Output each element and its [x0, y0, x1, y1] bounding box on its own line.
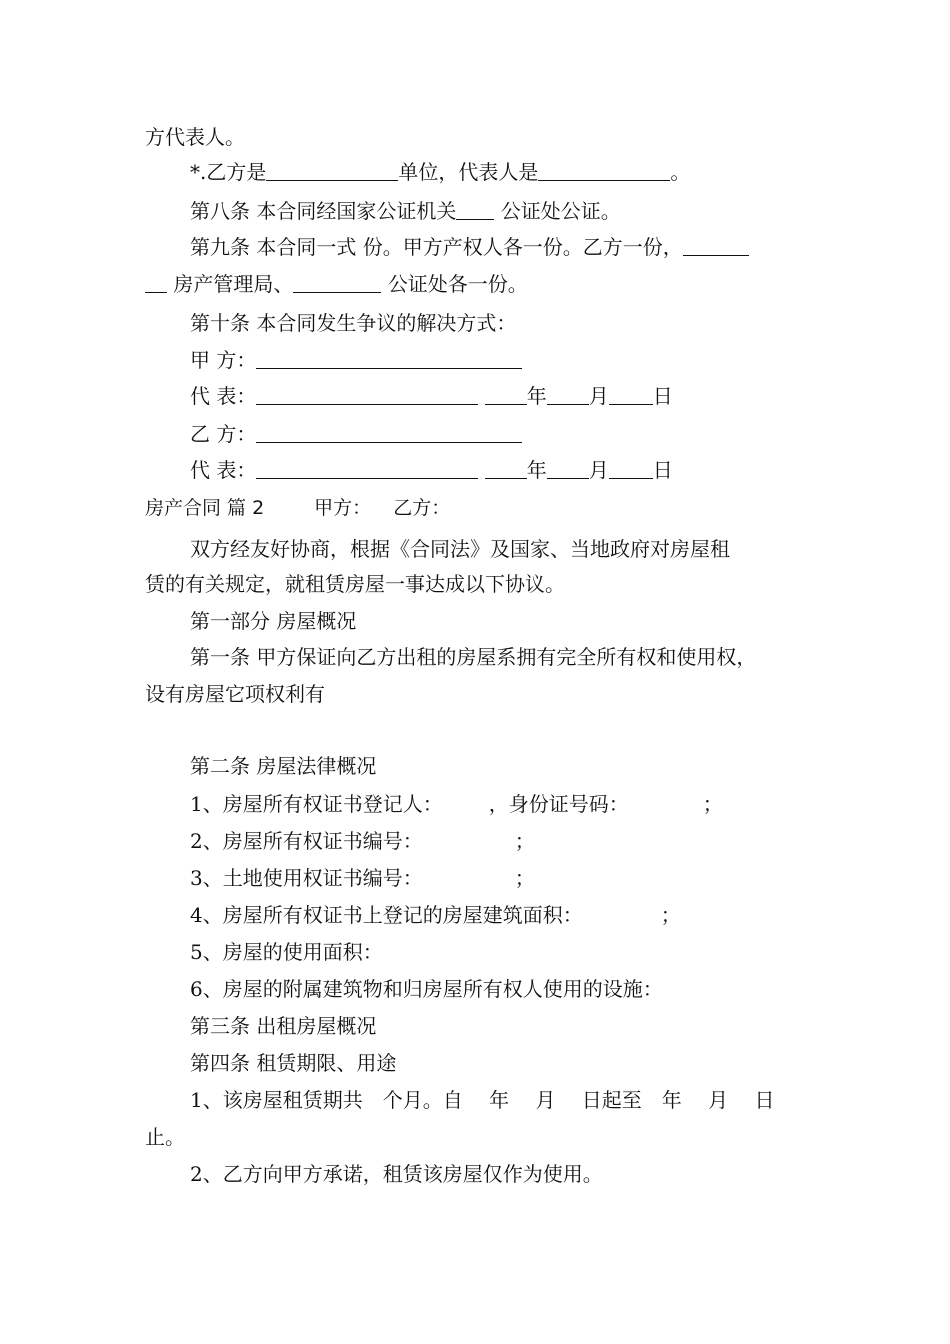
text: 甲 方： — [190, 348, 257, 372]
text-line — [190, 158, 855, 186]
text: 6、房屋的附属建筑物和归房屋所有权人使用的设施： — [190, 977, 663, 1001]
text: 4、房屋所有权证书上登记的房屋建筑面积： — [190, 903, 583, 927]
blank-line — [683, 233, 749, 256]
text-line — [190, 309, 855, 337]
text: ； — [702, 792, 723, 816]
blank-line — [293, 270, 381, 293]
text: 第二条 房屋法律概况 — [190, 754, 377, 778]
text-line — [190, 864, 855, 892]
text: 单位，代表人是 — [398, 160, 539, 184]
text-line — [145, 123, 810, 151]
text-line — [190, 535, 855, 563]
text: 公证处公证。 — [494, 199, 621, 223]
text: 第八条 本合同经国家公证机关 — [190, 199, 457, 223]
blank-line — [538, 158, 670, 181]
blank-line — [266, 158, 398, 181]
text: 日 — [652, 384, 673, 408]
text: 第三条 出租房屋概况 — [190, 1014, 377, 1038]
text-line — [190, 233, 855, 261]
blank-line — [609, 382, 653, 405]
blank-line — [547, 456, 589, 479]
text-line — [190, 1086, 855, 1114]
text-line — [190, 1049, 855, 1077]
text: 2、乙方向甲方承诺，租赁该房屋仅作为使用。 — [190, 1162, 603, 1186]
text-line — [190, 607, 855, 635]
text: 第一条 甲方保证向乙方出租的房屋系拥有完全所有权和使用权， — [190, 645, 757, 669]
text: 设有房屋它项权利有 — [145, 682, 325, 706]
signature-blank — [256, 346, 522, 369]
text: 第十条 本合同发生争议的解决方式： — [190, 311, 517, 335]
text: 1、该房屋租赁期共 个月。自 年 月 日起至 年 月 日 — [190, 1088, 775, 1112]
text-line — [190, 790, 855, 818]
text: 日 — [652, 458, 673, 482]
text: 赁的有关规定，就租赁房屋一事达成以下协议。 — [145, 572, 565, 596]
text: 1、房屋所有权证书登记人： — [190, 792, 443, 816]
text: ； — [514, 866, 535, 890]
text-line — [190, 938, 855, 966]
signature-blank — [256, 382, 478, 405]
text: 年 — [526, 384, 547, 408]
text: 房产合同 篇 2 — [145, 497, 265, 519]
text: 2、房屋所有权证书编号： — [190, 829, 423, 853]
text-line — [145, 1123, 810, 1151]
text: ； — [660, 903, 681, 927]
text: 。 — [670, 160, 691, 184]
text: 乙方： — [393, 497, 451, 519]
text-line — [190, 827, 855, 855]
text-line — [145, 270, 810, 298]
text: ，身份证号码： — [488, 792, 629, 816]
text-line — [145, 680, 810, 708]
text: 双方经友好协商，根据《合同法》及国家、当地政府对房屋租 — [190, 537, 730, 561]
text-line — [190, 901, 855, 929]
text-line — [190, 643, 855, 671]
text: 甲方： — [314, 497, 372, 519]
text: 第一部分 房屋概况 — [190, 609, 357, 633]
text: ； — [514, 829, 535, 853]
signature-blank — [256, 456, 478, 479]
text-line — [190, 1160, 855, 1188]
blank-line — [145, 270, 167, 293]
text-line — [190, 382, 855, 410]
blank-line — [456, 197, 494, 220]
text: 第四条 租赁期限、用途 — [190, 1051, 397, 1075]
text: 方代表人。 — [145, 125, 245, 149]
blank-line — [609, 456, 653, 479]
blank-line — [485, 456, 527, 479]
text-line — [190, 752, 855, 780]
text-line — [190, 197, 855, 225]
text: 月 — [588, 458, 609, 482]
text: 月 — [588, 384, 609, 408]
text-line — [145, 570, 810, 598]
text-line — [190, 420, 855, 448]
text-line — [190, 975, 855, 1003]
signature-blank — [256, 420, 522, 443]
text: 止。 — [145, 1125, 185, 1149]
text-line — [190, 1012, 855, 1040]
text: 5、房屋的使用面积： — [190, 940, 383, 964]
text-line — [190, 456, 855, 484]
blank-line — [547, 382, 589, 405]
text: 乙 方： — [190, 422, 257, 446]
text: 3、土地使用权证书编号： — [190, 866, 423, 890]
text: 房产管理局、 — [167, 272, 294, 296]
text: 代 表： — [190, 458, 257, 482]
blank-line — [485, 382, 527, 405]
text: 公证处各一份。 — [381, 272, 528, 296]
text: 年 — [526, 458, 547, 482]
text: 代 表： — [190, 384, 257, 408]
text: *.乙方是 — [190, 160, 267, 184]
text-line — [190, 346, 855, 374]
section-heading — [145, 494, 810, 522]
text: 第九条 本合同一式 份。甲方产权人各一份。乙方一份， — [190, 235, 683, 259]
